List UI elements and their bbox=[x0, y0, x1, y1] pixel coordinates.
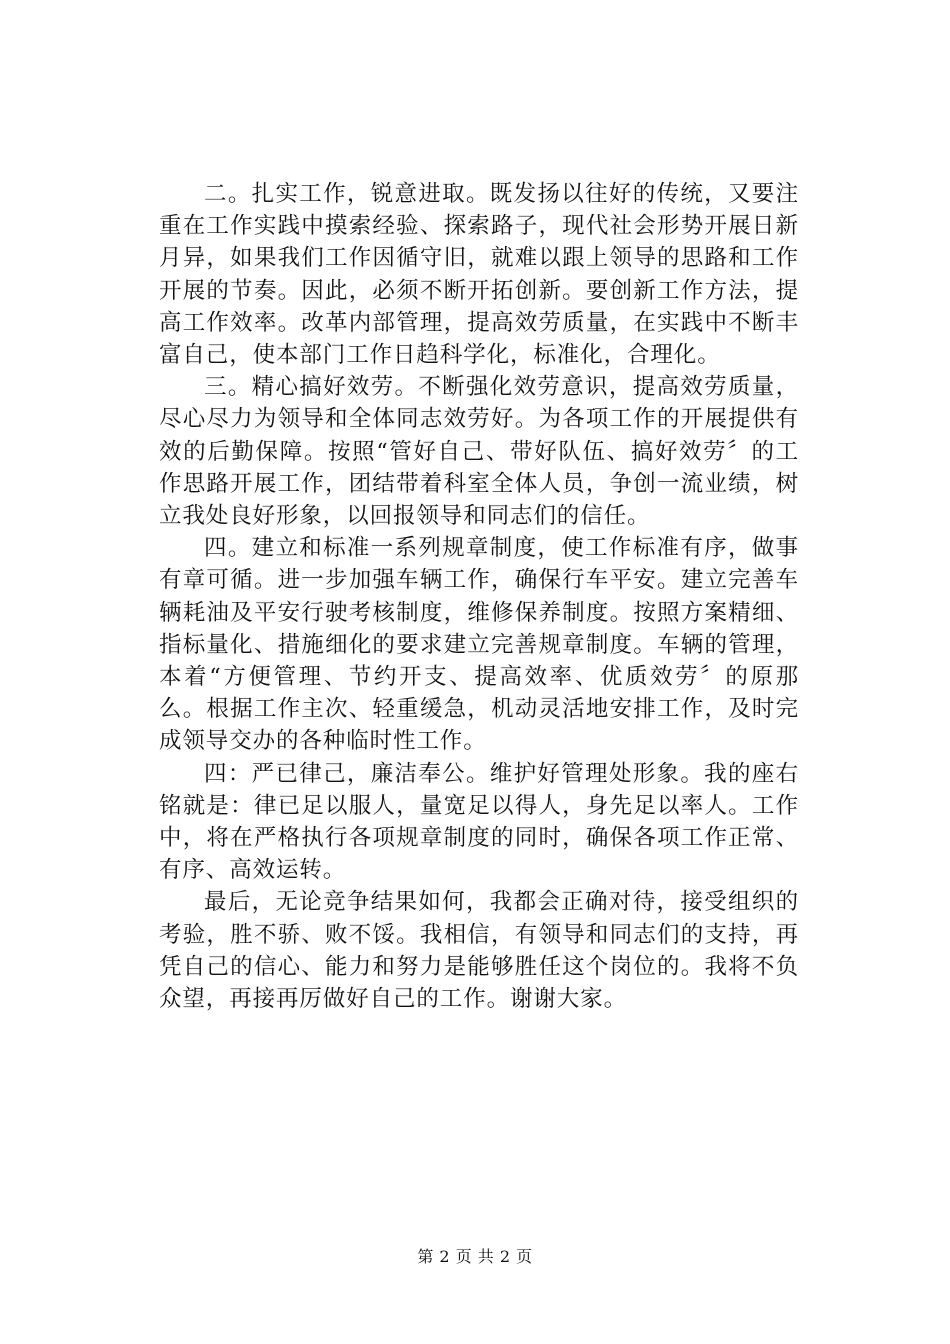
paragraph-closing: 最后，无论竞争结果如何，我都会正确对待，接受组织的考验，胜不骄、败不馁。我相信，有领导和同志们的支持，再凭自己的信心、能力和努力是能够胜任这个岗位的。我将不负众望，再接再厉做好自己的工作。谢谢大家。 bbox=[159, 889, 799, 1013]
paragraph-2: 二。扎实工作，锐意进取。既发扬以往好的传统，又要注重在工作实践中摸索经验、探索路子，现代社会形势开展日新月异，如果我们工作因循守旧，就难以跟上领导的思路和工作开展的节奏。因此，必须不断开拓创新。要创新工作方法，提高工作效率。改革内部管理，提高效劳质量，在实践中不断丰富自己，使本部门工作日趋科学化，标准化，合理化。 bbox=[159, 181, 799, 369]
paragraph-3: 三。精心搞好效劳。不断强化效劳意识，提高效劳质量，尽心尽力为领导和全体同志效劳好。为各项工作的开展提供有效的后勤保障。按照“管好自己、带好队伍、搞好效劳〞的工作思路开展工作，团结带着科室全体人员，争创一流业绩，树立我处良好形象，以回报领导和同志们的信任。 bbox=[159, 374, 799, 530]
document-body bbox=[159, 178, 799, 1015]
paragraph-4b: 四：严已律己，廉洁奉公。维护好管理处形象。我的座右铭就是：律已足以服人，量宽足以得人，身先足以率人。工作中，将在严格执行各项规章制度的同时，确保各项工作正常、有序、高效运转。 bbox=[159, 760, 799, 884]
paragraph-4: 四。建立和标准一系列规章制度，使工作标准有序，做事有章可循。进一步加强车辆工作，确保行车平安。建立完善车辆耗油及平安行驶考核制度，维修保养制度。按照方案精细、指标量化、措施细化的要求建立完善规章制度。车辆的管理，本着“方便管理、节约开支、提高效率、优质效劳〞的原那么。根据工作主次、轻重缓急，机动灵活地安排工作，及时完成领导交办的各种临时性工作。 bbox=[159, 535, 799, 755]
page-number-footer: 第 2 页 共 2 页 bbox=[417, 1247, 533, 1266]
